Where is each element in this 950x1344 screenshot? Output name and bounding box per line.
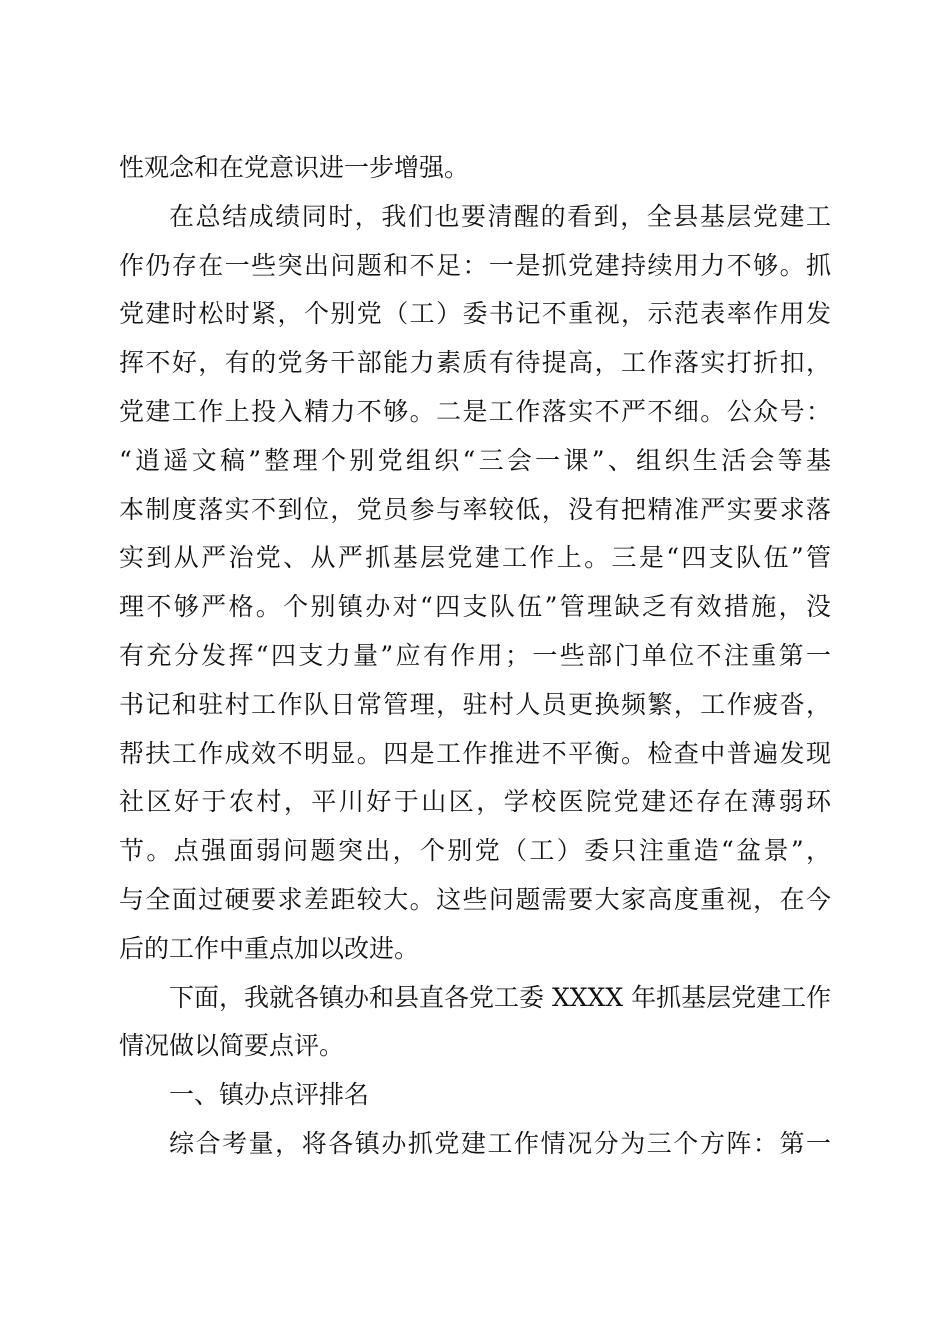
text-line: 下面，我就各镇办和县直各党工委 XXXX 年抓基层党建工作 [169, 982, 832, 1012]
text-line: 有充分发挥“四支力量”应有作用；一些部门单位不注重第一 [119, 640, 831, 670]
text-line: 本制度落实不到位，党员参与率较低，没有把精准严实要求落 [119, 494, 831, 524]
text-line: 节。点强面弱问题突出，个别党（工）委只注重造“盆景”， [119, 836, 831, 866]
text-line: 挥不好，有的党务干部能力素质有待提高，工作落实打折扣， [119, 348, 831, 378]
text-line: “逍遥文稿”整理个别党组织“三会一课”、组织生活会等基 [119, 445, 831, 475]
text-line: 在总结成绩同时，我们也要清醒的看到，全县基层党建工 [169, 201, 831, 231]
text-line: 实到从严治党、从严抓基层党建工作上。三是“四支队伍”管 [119, 543, 831, 573]
text-line: 党建工作上投入精力不够。二是工作落实不严不细。公众号： [119, 396, 831, 426]
text-line: 党建时松时紧，个别党（工）委书记不重视，示范表率作用发 [119, 299, 831, 329]
text-line: 理不够严格。个别镇办对“四支队伍”管理缺乏有效措施，没 [119, 592, 831, 622]
document-body [119, 144, 831, 1169]
text-line: 综合考量，将各镇办抓党建工作情况分为三个方阵：第一 [169, 1128, 831, 1158]
text-line: 书记和驻村工作队日常管理，驻村人员更换频繁，工作疲沓， [119, 689, 831, 719]
text-line: 与全面过硬要求差距较大。这些问题需要大家高度重视，在今 [119, 884, 831, 914]
text-line: 情况做以简要点评。 [119, 1031, 345, 1061]
text-line: 帮扶工作成效不明显。四是工作推进不平衡。检查中普遍发现 [119, 738, 831, 768]
text-line: 后的工作中重点加以改进。 [119, 933, 420, 963]
text-line: 作仍存在一些突出问题和不足：一是抓党建持续用力不够。抓 [119, 250, 831, 280]
text-line: 性观念和在党意识进一步增强。 [119, 153, 470, 182]
text-line: 社区好于农村，平川好于山区，学校医院党建还存在薄弱环 [119, 787, 831, 817]
section-heading: 一、镇办点评排名 [169, 1080, 370, 1110]
